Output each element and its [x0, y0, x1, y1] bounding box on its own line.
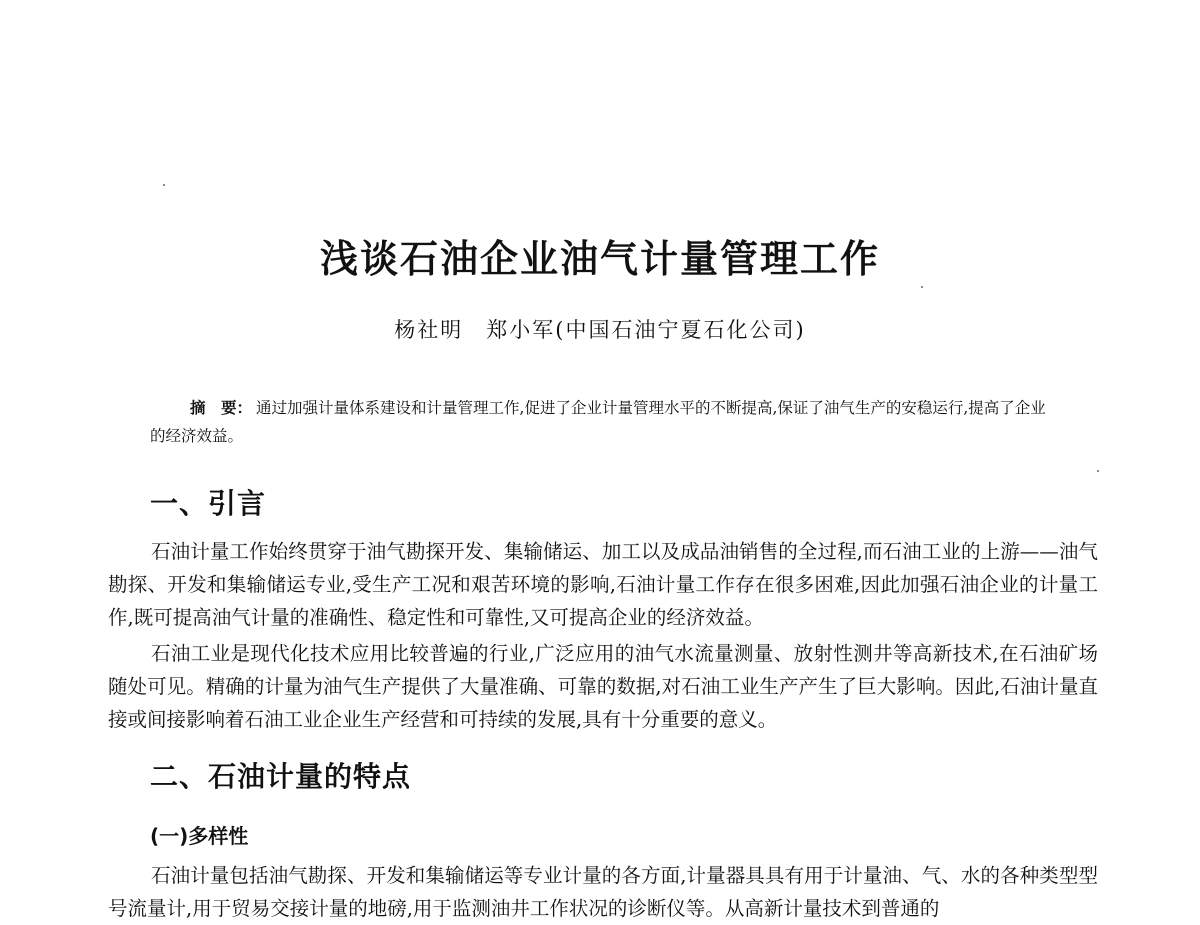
diversity-paragraph-1: 石油计量包括油气勘探、开发和集输储运等专业计量的各方面,计量器具具有用于计量油、气、水的各种类型型号流量计,用于贸易交接计量的地磅,用于监测油井工作状况的诊断仪等。从高新计量技术到普通的 [108, 864, 1098, 920]
article-authors: 杨社明 郑小军(中国石油宁夏石化公司) [394, 318, 806, 342]
intro-paragraph-2: 石油工业是现代化技术应用比较普遍的行业,广泛应用的油气水流量测量、放射性测井等高新技术,在石油矿场随处可见。精确的计量为油气生产提供了大量准确、可靠的数据,对石油工业生产产生了巨大影响。因此,石油计量直接或间接影响着石油工业企业生产经营和可持续的发展,具有十分重要的意义。 [108, 642, 1098, 731]
article-title: 浅谈石油企业油气计量管理工作 [319, 237, 880, 281]
intro-paragraph-1: 石油计量工作始终贯穿于油气勘探开发、集输储运、加工以及成品油销售的全过程,而石油工业的上游——油气勘探、开发和集输储运专业,受生产工况和艰苦环境的影响,石油计量工作存在很多困难,因此加强石油企业的计量工作,既可提高油气计量的准确性、稳定性和可靠性,又可提高企业的经济效益。 [108, 540, 1098, 629]
scan-speck [921, 286, 923, 288]
abstract [150, 394, 1060, 450]
section-heading-intro: 一、引言 [150, 487, 267, 520]
section-heading-features: 二、石油计量的特点 [150, 760, 412, 793]
scan-speck [1097, 470, 1099, 472]
abstract-label: 摘 要： [190, 399, 253, 417]
scan-speck [163, 184, 165, 186]
subsection-heading-diversity: (一)多样性 [150, 824, 249, 848]
abstract-text: 通过加强计量体系建设和计量管理工作,促进了企业计量管理水平的不断提高,保证了油气生产的安稳运行,提高了企业的经济效益。 [150, 399, 1046, 445]
